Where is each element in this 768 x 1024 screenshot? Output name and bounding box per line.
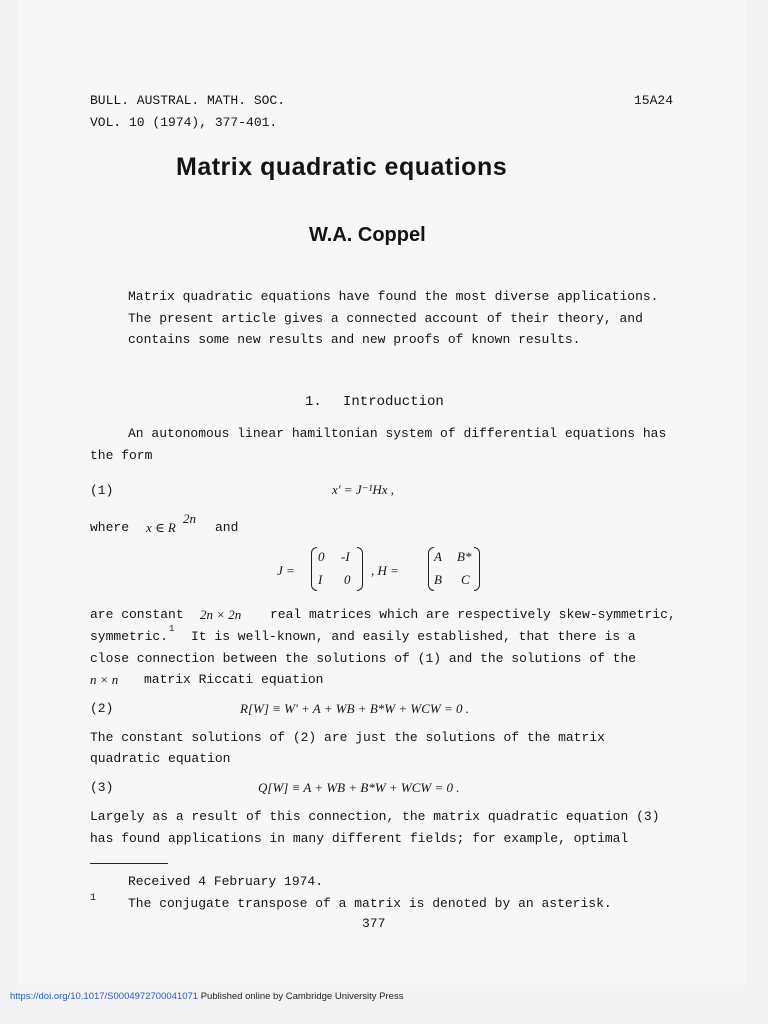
body-text-and: and	[215, 520, 239, 535]
body-text-line: quadratic equation	[90, 751, 231, 766]
body-text-line: matrix Riccati equation	[144, 672, 324, 687]
body-text-line: An autonomous linear hamiltonian system of differential equations has	[128, 426, 667, 441]
where-expression: x ∈ R	[146, 520, 176, 535]
body-text-line: are constant	[90, 607, 184, 622]
publisher-note: Published online by Cambridge University Press	[200, 991, 404, 1002]
matrix-H-label: , H =	[371, 563, 399, 578]
footnote-text: The conjugate transpose of a matrix is denoted by an asterisk.	[128, 896, 612, 911]
paper-title: Matrix quadratic equations	[176, 153, 508, 181]
right-bracket	[474, 547, 480, 591]
equation-label: (1)	[90, 483, 114, 498]
matrix-H-cell: B	[434, 572, 442, 587]
volume-info: VOL. 10 (1974), 377-401.	[90, 115, 278, 130]
equation-2: R[W] ≡ W' + A + WB + B*W + WCW = 0 .	[240, 701, 469, 716]
section-number: 1.	[305, 394, 322, 410]
abstract-line: The present article gives a connected account of their theory, and	[128, 311, 643, 326]
equation-3: Q[W] ≡ A + WB + B*W + WCW = 0 .	[258, 780, 460, 795]
classification-code: 15A24	[634, 93, 674, 108]
equation-1: x' = J⁻¹Hx ,	[332, 482, 395, 497]
section-title: Introduction	[343, 394, 444, 410]
right-bracket	[357, 547, 363, 591]
body-text-line: real matrices which are respectively skew-symmetric,	[270, 607, 676, 622]
journal-name: BULL. AUSTRAL. MATH. SOC.	[90, 93, 286, 108]
matrix-J-cell: 0	[318, 549, 325, 564]
matrix-J-cell: -I	[341, 549, 350, 564]
matrix-H-cell: C	[461, 572, 470, 587]
body-text-line: the form	[90, 448, 153, 463]
body-text-where: where	[90, 520, 130, 535]
paper-author: W.A. Coppel	[309, 224, 426, 246]
matrix-J-cell: 0	[344, 572, 351, 587]
body-text-line: The constant solutions of (2) are just the solutions of the matrix	[90, 730, 605, 745]
matrix-H	[428, 547, 480, 591]
body-text-line: It is well-known, and easily established, that there is a	[191, 629, 636, 644]
matrix-J-label: J =	[277, 563, 295, 578]
equation-label: (3)	[90, 780, 114, 795]
footnote-rule	[90, 863, 168, 864]
inline-math: n × n	[90, 672, 119, 687]
body-text-line: Largely as a result of this connection, the matrix quadratic equation (3)	[90, 809, 660, 824]
matrix-J-cell: I	[318, 572, 323, 587]
footnote-marker: 1	[169, 624, 175, 634]
citation-footer	[10, 991, 403, 1002]
matrix-H-cell: A	[434, 549, 442, 564]
matrix-H-cell: B*	[457, 549, 472, 564]
footnote-marker: 1	[90, 893, 97, 904]
doi-link[interactable]: https://doi.org/10.1017/S0004972700041071	[10, 991, 199, 1002]
inline-math: 2n × 2n	[200, 607, 242, 622]
abstract-line: contains some new results and new proofs of known results.	[128, 332, 581, 347]
body-text-line: symmetric.	[90, 629, 169, 644]
page-number: 377	[362, 916, 386, 931]
body-text-line: has found applications in many different fields; for example, optimal	[90, 831, 629, 846]
equation-label: (2)	[90, 701, 114, 716]
abstract-line: Matrix quadratic equations have found the most diverse applications.	[128, 289, 659, 304]
matrix-J	[311, 547, 363, 591]
left-bracket	[311, 547, 317, 591]
where-exponent: 2n	[183, 511, 196, 526]
body-text-line: close connection between the solutions of (1) and the solutions of the	[90, 651, 637, 666]
received-date: Received 4 February 1974.	[128, 874, 324, 889]
